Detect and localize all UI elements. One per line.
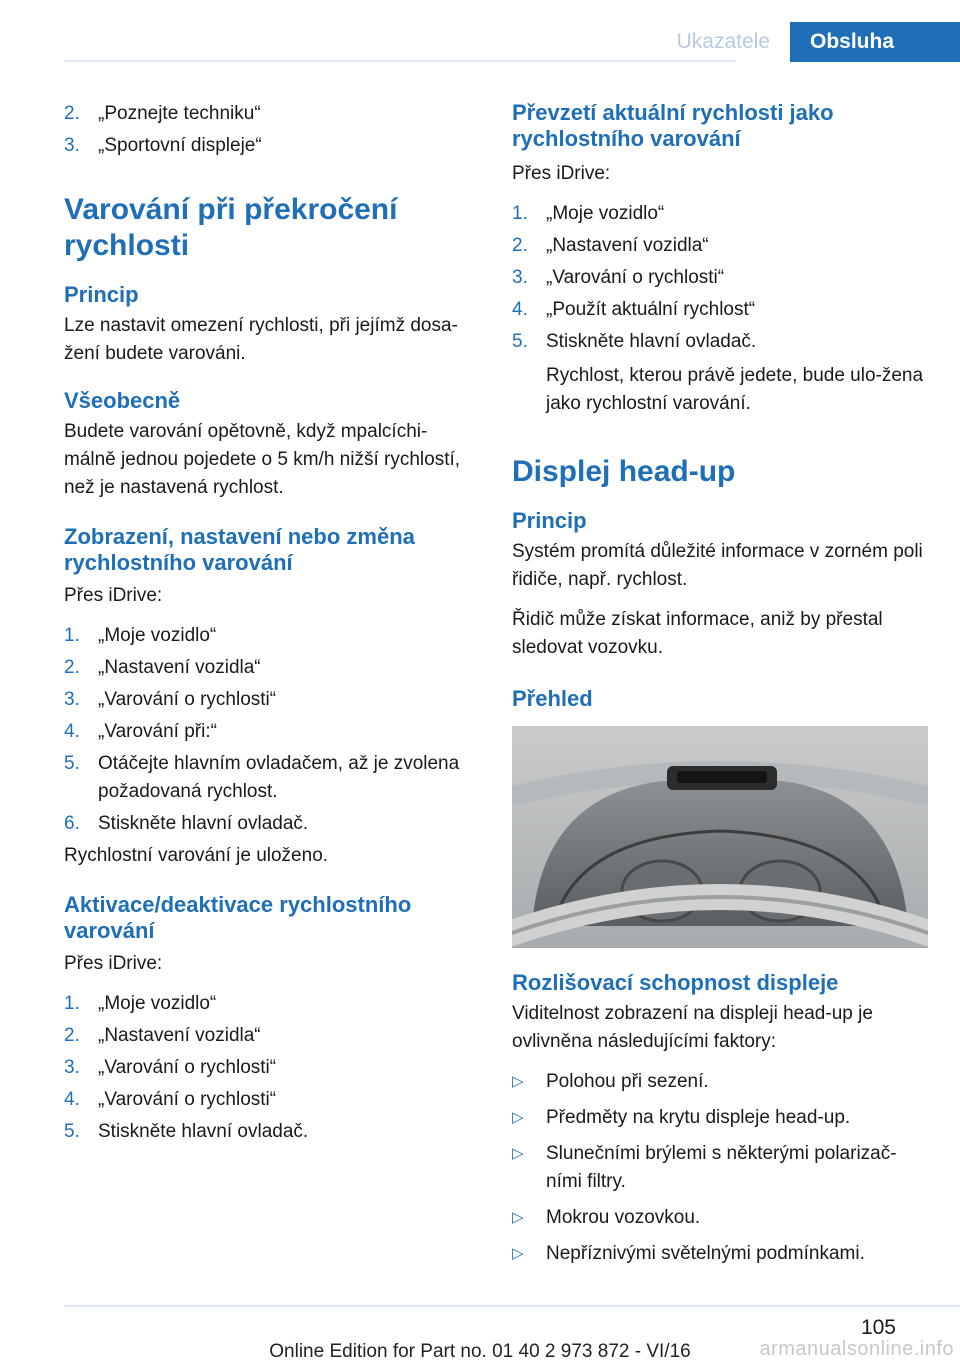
list-item — [512, 1140, 928, 1196]
factors-list — [512, 1068, 928, 1268]
section-tabs — [657, 22, 960, 62]
list-text: „Použít aktuální rychlost“ — [546, 299, 756, 320]
princip-hud-text-1: Systém promítá důležité informace v zorném poli řidiče, např. rychlost. — [512, 541, 923, 590]
list-text: „Varování o rychlosti“ — [98, 1089, 277, 1110]
list-item — [64, 100, 479, 128]
prevzeti-intro: Přes iDrive: — [512, 163, 611, 184]
list-item — [64, 1022, 479, 1050]
princip-text: Lze nastavit omezení rychlosti, při jejímž dosa‐žení budete varováni. — [64, 315, 458, 364]
triangle-bullet-icon: ▷ — [512, 1245, 524, 1262]
list-number: 6. — [64, 813, 80, 834]
list-number: 2. — [64, 103, 80, 124]
list-number: 2. — [512, 235, 528, 256]
heading-rozlisovaci: Rozlišovací schopnost displeje — [512, 970, 839, 995]
list-number: 4. — [64, 1089, 80, 1110]
list-number: 2. — [64, 657, 80, 678]
list-subtext: Rychlost, kterou právě jedete, bude ulo‐žena jako rychlostní varování. — [546, 365, 924, 414]
list-item — [64, 750, 479, 806]
list-text: „Varování o rychlosti“ — [98, 1057, 277, 1078]
intro-list — [64, 100, 479, 160]
list-item — [64, 1054, 479, 1082]
aktivace-steps — [64, 990, 479, 1146]
list-number: 5. — [512, 331, 528, 352]
list-item — [512, 232, 928, 260]
list-text: „Nastavení vozidla“ — [546, 235, 709, 256]
watermark: armanualsonline.info — [759, 1338, 954, 1360]
triangle-bullet-icon: ▷ — [512, 1145, 524, 1162]
list-text: „Sportovní displeje“ — [98, 135, 262, 156]
list-number: 5. — [64, 753, 80, 774]
list-item — [64, 654, 479, 682]
list-number: 4. — [512, 299, 528, 320]
list-text: Otáčejte hlavním ovladačem, až je zvolena požadovaná rychlost. — [98, 753, 460, 802]
list-item — [512, 328, 928, 418]
zobrazeni-steps — [64, 622, 479, 838]
list-text: Stiskněte hlavní ovladač. — [546, 331, 757, 352]
heading-princip: Princip — [64, 282, 139, 307]
list-item — [64, 718, 479, 746]
list-text: Stiskněte hlavní ovladač. — [98, 813, 309, 834]
list-number: 3. — [64, 1057, 80, 1078]
list-item — [64, 132, 479, 160]
list-item — [512, 1240, 928, 1268]
list-text: „Poznejte techniku“ — [98, 103, 261, 124]
list-text: „Varování o rychlosti“ — [98, 689, 277, 710]
list-item — [64, 1118, 479, 1146]
section-title-speed-warning: Varování při překročení rychlosti — [64, 193, 398, 262]
list-text: „Varování o rychlosti“ — [546, 267, 725, 288]
list-number: 1. — [64, 993, 80, 1014]
list-item — [64, 810, 479, 838]
right-column — [512, 100, 928, 1276]
list-text: Mokrou vozovkou. — [546, 1207, 701, 1228]
princip-hud-text-2: Řidič může získat informace, aniž by přestal sledovat vozovku. — [512, 609, 883, 658]
aktivace-intro: Přes iDrive: — [64, 953, 163, 974]
triangle-bullet-icon: ▷ — [512, 1073, 524, 1090]
list-item — [64, 622, 479, 650]
list-item — [512, 296, 928, 324]
rozlisovaci-text: Viditelnost zobrazení na displeji head-up je ovlivněna následujícími faktory: — [512, 1003, 873, 1052]
list-number: 3. — [512, 267, 528, 288]
list-item — [512, 1068, 928, 1096]
list-text: „Varování při:“ — [98, 721, 217, 742]
list-item — [512, 1104, 928, 1132]
list-text: Polohou při sezení. — [546, 1071, 709, 1092]
heading-prehled: Přehled — [512, 686, 593, 711]
list-text: „Moje vozidlo“ — [98, 993, 217, 1014]
footer-divider — [64, 1305, 960, 1307]
list-text: Nepříznivými světelnými podmínkami. — [546, 1243, 865, 1264]
edition-footer: Online Edition for Part no. 01 40 2 973 872 - VI/16 — [269, 1341, 691, 1362]
list-text: Stiskněte hlavní ovladač. — [98, 1121, 309, 1142]
list-item — [64, 686, 479, 714]
list-text: „Nastavení vozidla“ — [98, 657, 261, 678]
dashboard-photo — [512, 726, 928, 948]
list-item — [512, 200, 928, 228]
list-number: 1. — [512, 203, 528, 224]
list-item — [64, 1086, 479, 1114]
tab-ukazatele[interactable]: Ukazatele — [657, 22, 790, 62]
list-text: „Moje vozidlo“ — [98, 625, 217, 646]
heading-vseobecne: Všeobecně — [64, 388, 181, 413]
header-divider — [64, 60, 736, 62]
left-column — [64, 100, 479, 1150]
zobrazeni-intro: Přes iDrive: — [64, 585, 163, 606]
list-number: 4. — [64, 721, 80, 742]
list-number: 3. — [64, 135, 80, 156]
list-text: „Nastavení vozidla“ — [98, 1025, 261, 1046]
heading-prevzeti: Převzetí aktuální rychlosti jako rychlostního varování — [512, 100, 834, 151]
list-number: 2. — [64, 1025, 80, 1046]
list-item — [64, 990, 479, 1018]
prevzeti-steps — [512, 200, 928, 418]
page-number: 105 — [860, 1316, 896, 1339]
list-item — [512, 1204, 928, 1232]
heading-aktivace: Aktivace/deaktivace rychlostního varování — [64, 892, 412, 943]
list-text: Slunečními brýlemi s některými polarizač‐ními filtry. — [546, 1143, 897, 1192]
zobrazeni-result: Rychlostní varování je uloženo. — [64, 845, 329, 866]
list-number: 3. — [64, 689, 80, 710]
heading-princip-hud: Princip — [512, 508, 587, 533]
list-text: Předměty na krytu displeje head-up. — [546, 1107, 851, 1128]
tab-obsluha[interactable]: Obsluha — [790, 22, 960, 62]
list-text: „Moje vozidlo“ — [546, 203, 665, 224]
list-item — [512, 264, 928, 292]
list-number: 5. — [64, 1121, 80, 1142]
section-title-head-up: Displej head-up — [512, 455, 736, 488]
triangle-bullet-icon: ▷ — [512, 1109, 524, 1126]
list-number: 1. — [64, 625, 80, 646]
triangle-bullet-icon: ▷ — [512, 1209, 524, 1226]
heading-zobrazeni: Zobrazení, nastavení nebo změna rychlostního varování — [64, 524, 415, 575]
vseobecne-text: Budete varování opětovně, když mpalcíchi‐málně jednou pojedete o 5 km/h nižší rychlostí, než je nastavená rychlost. — [64, 421, 461, 498]
